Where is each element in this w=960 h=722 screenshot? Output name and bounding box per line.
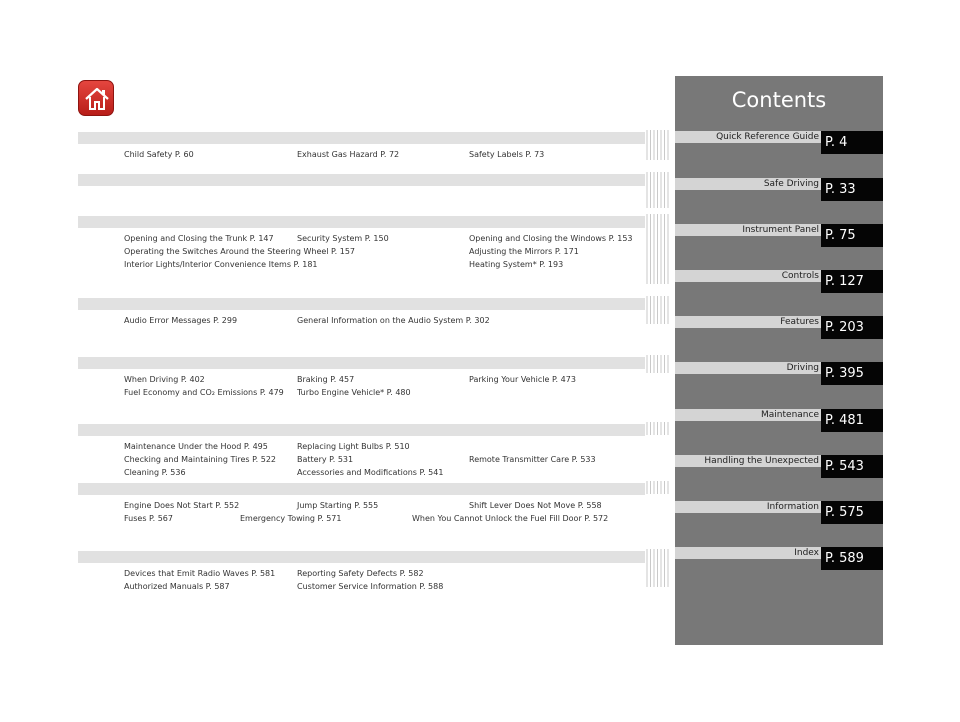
tab-label: Quick Reference Guide	[716, 132, 819, 142]
sidebar-tab[interactable]	[675, 501, 883, 524]
entry-row	[78, 440, 645, 453]
toc-link[interactable]: Shift Lever Does Not Move P. 558	[469, 501, 602, 510]
toc-link[interactable]: When You Cannot Unlock the Fuel Fill Door P. 572	[412, 514, 609, 523]
section-connector-lines	[646, 212, 670, 288]
toc-link[interactable]: Cleaning P. 536	[124, 468, 186, 477]
section-entries	[78, 228, 645, 271]
section-header-band	[78, 483, 645, 495]
toc-link[interactable]: Opening and Closing the Trunk P. 147	[124, 234, 274, 243]
toc-link[interactable]: Braking P. 457	[297, 375, 355, 384]
toc-section	[78, 298, 645, 327]
toc-link[interactable]: Checking and Maintaining Tires P. 522	[124, 455, 277, 464]
toc-section	[78, 132, 645, 161]
toc-section	[78, 424, 645, 479]
toc-link[interactable]: Exhaust Gas Hazard P. 72	[297, 150, 400, 159]
entry-row	[78, 499, 645, 512]
toc-link[interactable]: Maintenance Under the Hood P. 495	[124, 442, 268, 451]
sidebar-tab[interactable]	[675, 409, 883, 432]
tab-page-number: P. 127	[821, 270, 883, 293]
section-entries	[78, 144, 645, 161]
section-header-band	[78, 298, 645, 310]
entry-row	[78, 245, 645, 258]
toc-link[interactable]: Emergency Towing P. 571	[240, 514, 342, 523]
entry-row	[78, 148, 645, 161]
toc-section	[78, 357, 645, 399]
section-connector-lines	[646, 170, 670, 212]
tab-page-number: P. 4	[821, 131, 883, 154]
toc-link[interactable]: Heating System* P. 193	[469, 260, 564, 269]
section-entries	[78, 563, 645, 593]
section-connector-lines	[646, 294, 670, 328]
section-entries	[78, 186, 645, 190]
toc-section	[78, 174, 645, 190]
tab-page-number: P. 203	[821, 316, 883, 339]
contents-sidebar	[675, 76, 883, 645]
tab-page-number: P. 395	[821, 362, 883, 385]
toc-link[interactable]: Authorized Manuals P. 587	[124, 582, 230, 591]
toc-link[interactable]: Remote Transmitter Care P. 533	[469, 455, 596, 464]
sidebar-tab[interactable]	[675, 455, 883, 478]
entry-row	[78, 386, 645, 399]
section-connector-lines	[646, 479, 670, 498]
section-header-band	[78, 551, 645, 563]
toc-link[interactable]: Fuses P. 567	[124, 514, 173, 523]
tab-label: Controls	[781, 271, 819, 281]
section-connector-lines	[646, 420, 670, 439]
toc-link[interactable]: Battery P. 531	[297, 455, 354, 464]
sidebar-tab[interactable]	[675, 131, 883, 154]
toc-link[interactable]: Operating the Switches Around the Steering Wheel P. 157	[124, 247, 355, 256]
entry-row	[78, 580, 645, 593]
section-connector-lines	[646, 128, 670, 164]
sidebar-tab[interactable]	[675, 178, 883, 201]
tab-page-number: P. 575	[821, 501, 883, 524]
toc-link[interactable]: Customer Service Information P. 588	[297, 582, 444, 591]
entry-row	[78, 567, 645, 580]
toc-link[interactable]: Engine Does Not Start P. 552	[124, 501, 240, 510]
sidebar-tab[interactable]	[675, 547, 883, 570]
home-button[interactable]	[78, 80, 114, 116]
toc-link[interactable]: Jump Starting P. 555	[297, 501, 379, 510]
sidebar-tab[interactable]	[675, 316, 883, 339]
entry-row	[78, 453, 645, 466]
tab-label: Instrument Panel	[742, 225, 819, 235]
section-header-band	[78, 357, 645, 369]
toc-link[interactable]: General Information on the Audio System P. 302	[297, 316, 490, 325]
toc-link[interactable]: Parking Your Vehicle P. 473	[469, 375, 576, 384]
entry-row	[78, 314, 645, 327]
tab-label: Maintenance	[761, 410, 819, 420]
toc-link[interactable]: Replacing Light Bulbs P. 510	[297, 442, 410, 451]
sidebar-tab[interactable]	[675, 270, 883, 293]
tab-page-number: P. 589	[821, 547, 883, 570]
section-entries	[78, 369, 645, 399]
tab-page-number: P. 481	[821, 409, 883, 432]
tab-label: Handling the Unexpected	[704, 456, 819, 466]
tab-label: Driving	[786, 363, 819, 373]
section-entries	[78, 495, 645, 525]
toc-link[interactable]: Devices that Emit Radio Waves P. 581	[124, 569, 276, 578]
page-title: Contents	[731, 88, 827, 112]
toc-link[interactable]: When Driving P. 402	[124, 375, 205, 384]
toc-link[interactable]: Child Safety P. 60	[124, 150, 194, 159]
tab-label: Information	[766, 502, 819, 512]
toc-section	[78, 551, 645, 593]
sidebar-tab[interactable]	[675, 224, 883, 247]
toc-section	[78, 216, 645, 271]
tab-page-number: P. 543	[821, 455, 883, 478]
toc-section	[78, 483, 645, 525]
toc-link[interactable]: Interior Lights/Interior Convenience Items P. 181	[124, 260, 318, 269]
section-header-band	[78, 216, 645, 228]
toc-link[interactable]: Reporting Safety Defects P. 582	[297, 569, 424, 578]
tab-label: Index	[794, 548, 819, 558]
toc-link[interactable]: Audio Error Messages P. 299	[124, 316, 238, 325]
home-icon	[83, 85, 111, 113]
toc-link[interactable]: Accessories and Modifications P. 541	[297, 468, 444, 477]
entry-row	[78, 373, 645, 386]
toc-link[interactable]: Safety Labels P. 73	[469, 150, 545, 159]
section-header-band	[78, 174, 645, 186]
section-entries	[78, 310, 645, 327]
section-connector-lines	[646, 353, 670, 377]
toc-link[interactable]: Adjusting the Mirrors P. 171	[469, 247, 579, 256]
tab-label: Features	[780, 317, 819, 327]
section-header-band	[78, 132, 645, 144]
section-header-band	[78, 424, 645, 436]
tab-page-number: P. 75	[821, 224, 883, 247]
tab-label: Safe Driving	[763, 179, 819, 189]
section-entries	[78, 436, 645, 479]
entry-row	[78, 258, 645, 271]
entry-row	[78, 232, 645, 245]
section-connector-lines	[646, 547, 670, 591]
toc-link[interactable]: Opening and Closing the Windows P. 153	[469, 234, 633, 243]
toc-link[interactable]: Security System P. 150	[297, 234, 389, 243]
toc-link[interactable]: Fuel Economy and CO₂ Emissions P. 479	[124, 388, 284, 397]
entry-row	[78, 512, 645, 525]
entry-row	[78, 466, 645, 479]
toc-link[interactable]: Turbo Engine Vehicle* P. 480	[297, 388, 411, 397]
sidebar-tab[interactable]	[675, 362, 883, 385]
tab-page-number: P. 33	[821, 178, 883, 201]
